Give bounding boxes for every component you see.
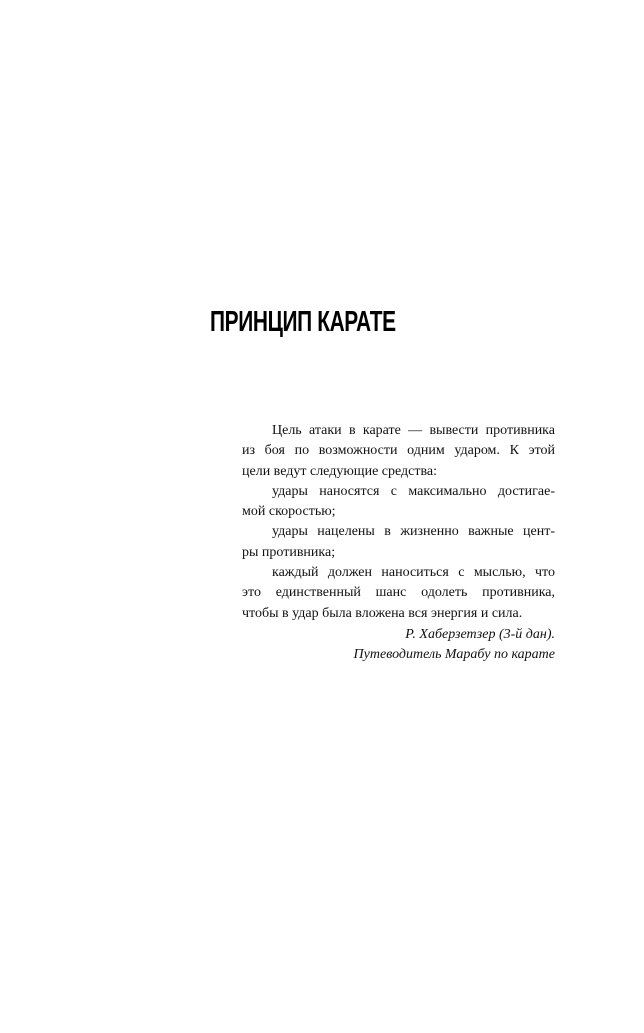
epigraph-paragraph-4 [242,563,555,624]
epigraph-line: ры противника; [242,544,336,560]
epigraph-paragraph-1 [242,421,555,482]
epigraph-paragraph-3 [242,522,555,563]
attribution-author: Р. Хаберзетзер (3-й дан). [405,626,555,642]
epigraph-paragraph-2 [242,482,555,523]
epigraph-attribution [242,625,555,666]
epigraph-line: удары нацелены в жизненно важные цент- [272,524,555,540]
epigraph-line: удары наносятся с максимально достигае- [272,483,555,499]
epigraph-line: мой скоростью; [242,504,336,520]
attribution-source: Путеводитель Марабу по карате [353,647,555,663]
epigraph-line: из боя по возможности одним ударом. К этой [242,443,555,459]
page-heading: ПРИНЦИП КАРАТЕ [210,306,396,338]
epigraph-line: чтобы в удар была вложена вся энергия и сила. [242,605,523,621]
epigraph-line: Цель атаки в карате — вывести противника [272,423,555,438]
epigraph-line: это единственный шанс одолеть противника, [242,585,555,601]
epigraph-block [242,421,555,666]
epigraph-line: каждый должен наноситься с мыслью, что [272,565,555,581]
epigraph-line: цели ведут следующие средства: [242,463,438,479]
